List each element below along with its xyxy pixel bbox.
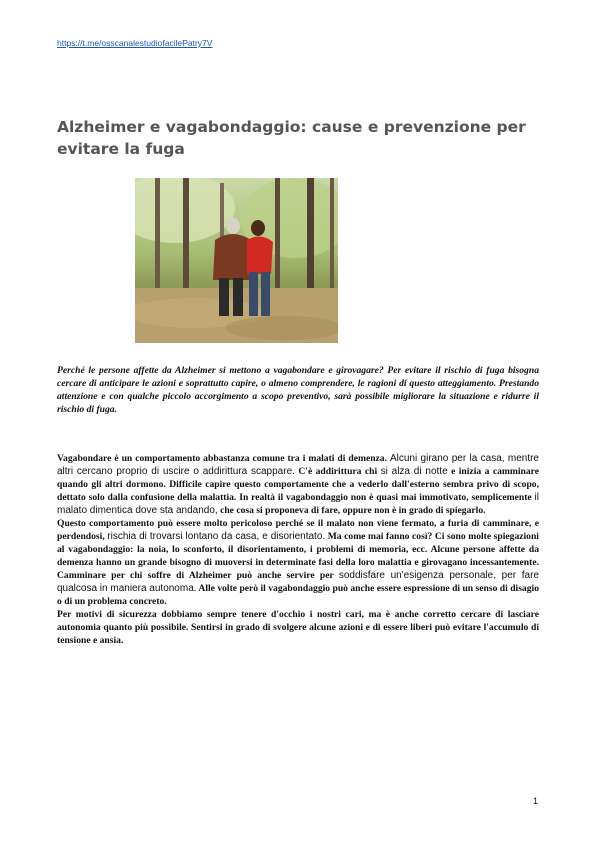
paragraph-2: Questo comportamento può essere molto pericoloso perché se il malato non viene fermato, a furia di camminare, e perdendosi, rischia di trovarsi lontano da casa, e disorientato. Ma come mai fanno così? Ci sono molte spiegazioni al vagabondaggio: la noia, lo sconforto, il disorientamento, i problemi di memoria, ecc. Alcune persone affette da demenza hanno un grande bisogno di muoversi in determinate fasi della loro malattia e girovagano incessantemente. Camminare per chi soffre di Alzheimer può anche servire per soddisfare un'esigenza personale, per fare qualcosa in maniera autonoma. Alle volte però il vagabondaggio può anche essere espressione di un senso di disagio o di un problema concreto.	[57, 518, 539, 607]
article-photo	[135, 178, 338, 343]
source-link[interactable]: https://t.me/osscanalestudiofacilePatry7V	[57, 38, 213, 48]
article-intro: Perché le persone affette da Alzheimer si mettono a vagabondare e girovagare? Per evitare il rischio di fuga bisogna cercare di anticipare le azioni e soprattutto capire, o almeno comprendere, le ragioni di questo atteggiamento. Prestando attenzione e con qualche piccolo accorgimento a scopo preventivo, sarà possibile migliorare la situazione e ridurre il rischio di fuga.	[57, 365, 539, 415]
page-number: 1	[533, 796, 539, 806]
article-body	[57, 452, 539, 647]
paragraph-3: Per motivi di sicurezza dobbiamo sempre tenere d'occhio i nostri cari, ma è anche corretto cercare di lasciare autonomia quanto più possibile. Sentirsi in grado di svolgere alcune azioni e di essere liberi può evitare l'accumulo di tensione e ansia.	[57, 609, 539, 646]
article-title: Alzheimer e vagabondaggio: cause e prevenzione per evitare la fuga	[57, 118, 526, 158]
paragraph-1: Vagabondare è un comportamento abbastanza comune tra i malati di demenza. Alcuni girano per la casa, mentre altri cercano proprio di uscire o addirittura scappare. C'è addirittura chi si alza di notte e inizia a camminare quando gli altri dormono. Difficile capire questo comportamente che a vederlo dall'esterno sembra privo di scopo, dettato solo dalla confusione della malattia. In realtà il vagabondaggio non è quasi mai immotivato, semplicemente il malato dimentica dove sta andando, che cosa si proponeva di fare, oppure non è in grado di spiegarlo.	[57, 453, 539, 516]
